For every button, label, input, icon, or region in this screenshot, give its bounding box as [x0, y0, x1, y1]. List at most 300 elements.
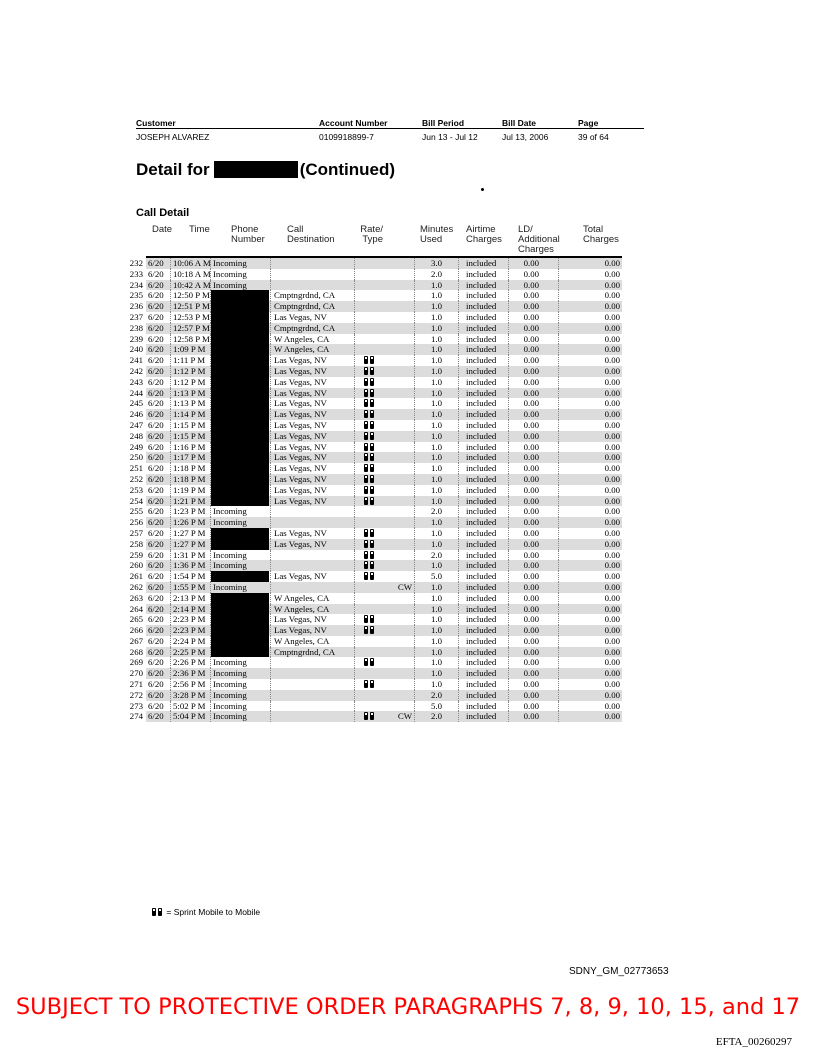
airtime-charges: included	[466, 398, 497, 409]
cell-divider	[558, 679, 559, 690]
col-minutes-used: Minutes Used	[420, 224, 454, 245]
ld-charges: 0.00	[523, 258, 539, 268]
cell-divider	[354, 657, 355, 668]
cell-divider	[270, 431, 271, 442]
minutes-used: 1.0	[431, 635, 442, 646]
mobile-to-mobile-icon	[364, 486, 374, 494]
row-cells	[146, 711, 622, 722]
table-row	[126, 614, 622, 625]
total-charges: 0.00	[604, 473, 620, 484]
cell-divider	[354, 517, 355, 528]
call-time: 1:13 P M	[173, 387, 206, 398]
row-number: 243	[129, 376, 143, 387]
cell-divider	[508, 269, 509, 280]
cell-divider	[458, 323, 459, 334]
cell-divider	[354, 582, 355, 593]
row-cells	[146, 496, 622, 507]
mobile-to-mobile-icon	[364, 551, 374, 559]
cell-divider	[558, 258, 559, 269]
minutes-used: 1.0	[431, 463, 442, 474]
cell-divider	[270, 711, 271, 722]
col-airtime-charges: Airtime Charges	[466, 224, 502, 245]
ld-charges: 0.00	[523, 657, 539, 668]
cell-divider	[508, 539, 509, 550]
cell-divider	[354, 560, 355, 571]
phone-number-redaction	[211, 496, 269, 507]
cell-divider	[558, 496, 559, 507]
total-charges: 0.00	[604, 635, 620, 646]
cell-divider	[354, 334, 355, 345]
cell-divider	[354, 496, 355, 507]
call-date: 6/20	[148, 473, 164, 484]
cell-divider	[354, 280, 355, 291]
call-date: 6/20	[148, 333, 164, 344]
minutes-used: 1.0	[431, 592, 442, 603]
cell-divider	[558, 647, 559, 658]
ld-charges: 0.00	[523, 711, 539, 722]
minutes-used: 1.0	[431, 279, 442, 290]
table-row	[126, 571, 622, 582]
cell-divider	[170, 323, 171, 334]
cell-divider	[414, 560, 415, 571]
cell-divider	[210, 701, 211, 712]
total-charges: 0.00	[604, 700, 620, 711]
cell-divider	[508, 560, 509, 571]
table-row	[126, 679, 622, 690]
row-cells	[146, 593, 622, 604]
cell-divider	[414, 582, 415, 593]
call-date: 6/20	[148, 581, 164, 592]
airtime-charges: included	[466, 689, 497, 700]
cell-divider	[558, 593, 559, 604]
phone-number: Incoming	[213, 679, 247, 690]
cell-divider	[354, 388, 355, 399]
cell-divider	[170, 290, 171, 301]
row-cells	[146, 442, 622, 453]
minutes-used: 1.0	[431, 484, 442, 495]
ld-charges: 0.00	[523, 387, 539, 398]
detail-title-prefix: Detail for	[136, 160, 210, 179]
table-row	[126, 420, 622, 431]
cell-divider	[558, 420, 559, 431]
table-row	[126, 550, 622, 561]
cell-divider	[354, 614, 355, 625]
cell-divider	[210, 711, 211, 722]
row-number: 250	[129, 452, 143, 463]
row-cells	[146, 506, 622, 517]
ld-charges: 0.00	[523, 549, 539, 560]
call-destination: Las Vegas, NV	[274, 430, 327, 441]
call-date: 6/20	[148, 376, 164, 387]
redaction-box	[214, 161, 298, 178]
cell-divider	[458, 711, 459, 722]
cell-divider	[458, 614, 459, 625]
call-time: 1:11 P M	[173, 355, 206, 366]
cell-divider	[170, 701, 171, 712]
minutes-used: 1.0	[431, 646, 442, 657]
cell-divider	[270, 366, 271, 377]
call-time: 2:13 P M	[173, 592, 206, 603]
minutes-used: 2.0	[431, 506, 442, 517]
call-date: 6/20	[148, 365, 164, 376]
cell-divider	[270, 377, 271, 388]
airtime-charges: included	[466, 527, 497, 538]
minutes-used: 1.0	[431, 355, 442, 366]
cell-divider	[170, 711, 171, 722]
call-destination: Las Vegas, NV	[274, 419, 327, 430]
cell-divider	[414, 377, 415, 388]
mobile-to-mobile-icon	[364, 658, 374, 666]
phone-number-redaction	[211, 539, 269, 550]
call-destination: W Angeles, CA	[274, 603, 330, 614]
bill-period-value: Jun 13 - Jul 12	[422, 132, 478, 142]
ld-charges: 0.00	[523, 592, 539, 603]
airtime-charges: included	[466, 344, 497, 355]
phone-number: Incoming	[213, 700, 247, 711]
call-time: 1:15 P M	[173, 419, 206, 430]
phone-number-redaction	[211, 409, 269, 420]
total-charges: 0.00	[604, 592, 620, 603]
cell-divider	[458, 355, 459, 366]
row-cells	[146, 355, 622, 366]
total-charges: 0.00	[604, 258, 620, 268]
minutes-used: 2.0	[431, 549, 442, 560]
cell-divider	[354, 269, 355, 280]
cell-divider	[458, 485, 459, 496]
cell-divider	[508, 582, 509, 593]
airtime-charges: included	[466, 549, 497, 560]
cell-divider	[170, 280, 171, 291]
call-destination: W Angeles, CA	[274, 635, 330, 646]
row-cells	[146, 550, 622, 561]
total-charges: 0.00	[604, 344, 620, 355]
call-destination: Las Vegas, NV	[274, 625, 327, 636]
cell-divider	[508, 398, 509, 409]
cell-divider	[508, 355, 509, 366]
minutes-used: 2.0	[431, 711, 442, 722]
row-cells	[146, 604, 622, 615]
ld-charges: 0.00	[523, 635, 539, 646]
cell-divider	[458, 377, 459, 388]
cell-divider	[414, 604, 415, 615]
cell-divider	[354, 679, 355, 690]
table-row	[126, 355, 622, 366]
cell-divider	[270, 290, 271, 301]
call-time: 2:36 P M	[173, 668, 206, 679]
row-number: 253	[129, 484, 143, 495]
row-cells	[146, 334, 622, 345]
minutes-used: 1.0	[431, 452, 442, 463]
phone-number-redaction	[211, 431, 269, 442]
ld-charges: 0.00	[523, 560, 539, 571]
phone-number-redaction	[211, 388, 269, 399]
row-cells	[146, 312, 622, 323]
call-time: 1:12 P M	[173, 365, 206, 376]
call-date: 6/20	[148, 711, 164, 722]
row-cells	[146, 366, 622, 377]
call-destination: Cmptngrdnd, CA	[274, 322, 336, 333]
table-row	[126, 366, 622, 377]
cell-divider	[558, 614, 559, 625]
cell-divider	[558, 528, 559, 539]
cell-divider	[354, 593, 355, 604]
cell-divider	[170, 528, 171, 539]
minutes-used: 1.0	[431, 376, 442, 387]
row-cells	[146, 344, 622, 355]
cell-divider	[170, 463, 171, 474]
row-number: 239	[129, 333, 143, 344]
row-number: 232	[129, 258, 143, 268]
call-destination: Cmptngrdnd, CA	[274, 301, 336, 312]
ld-charges: 0.00	[523, 452, 539, 463]
cell-divider	[458, 474, 459, 485]
cell-divider	[170, 485, 171, 496]
cell-divider	[458, 442, 459, 453]
table-row	[126, 312, 622, 323]
cell-divider	[354, 377, 355, 388]
call-date: 6/20	[148, 657, 164, 668]
cell-divider	[558, 377, 559, 388]
row-number: 265	[129, 614, 143, 625]
minutes-used: 1.0	[431, 441, 442, 452]
total-charges: 0.00	[604, 506, 620, 517]
phone-number: Incoming	[213, 258, 247, 268]
airtime-charges: included	[466, 484, 497, 495]
call-time: 10:42 A M	[173, 279, 211, 290]
cell-divider	[414, 506, 415, 517]
call-time: 2:23 P M	[173, 625, 206, 636]
cell-divider	[458, 409, 459, 420]
call-date: 6/20	[148, 506, 164, 517]
phone-number-redaction	[211, 323, 269, 334]
row-cells	[146, 636, 622, 647]
total-charges: 0.00	[604, 549, 620, 560]
call-destination: Las Vegas, NV	[274, 538, 327, 549]
table-row	[126, 560, 622, 571]
rate-type: CW	[397, 581, 412, 592]
cell-divider	[170, 442, 171, 453]
call-time: 1:18 P M	[173, 473, 206, 484]
phone-number-redaction	[211, 452, 269, 463]
ld-charges: 0.00	[523, 571, 539, 582]
cell-divider	[170, 636, 171, 647]
call-destination: Cmptngrdnd, CA	[274, 646, 336, 657]
row-number: 237	[129, 311, 143, 322]
call-time: 1:36 P M	[173, 560, 206, 571]
cell-divider	[414, 485, 415, 496]
airtime-charges: included	[466, 322, 497, 333]
table-row	[126, 496, 622, 507]
cell-divider	[270, 571, 271, 582]
call-time: 1:09 P M	[173, 344, 206, 355]
phone-number: Incoming	[213, 668, 247, 679]
mobile-to-mobile-icon	[364, 712, 374, 720]
legend	[152, 907, 260, 917]
ld-charges: 0.00	[523, 603, 539, 614]
phone-number: Incoming	[213, 506, 247, 517]
airtime-charges: included	[466, 646, 497, 657]
cell-divider	[414, 647, 415, 658]
call-date: 6/20	[148, 441, 164, 452]
minutes-used: 1.0	[431, 560, 442, 571]
ld-charges: 0.00	[523, 581, 539, 592]
cell-divider	[558, 355, 559, 366]
cell-divider	[508, 258, 509, 269]
total-charges: 0.00	[604, 538, 620, 549]
row-cells	[146, 377, 622, 388]
mobile-to-mobile-icon	[364, 626, 374, 634]
row-cells	[146, 463, 622, 474]
cell-divider	[354, 366, 355, 377]
ld-charges: 0.00	[523, 679, 539, 690]
cell-divider	[558, 334, 559, 345]
phone-number: Incoming	[213, 689, 247, 700]
ld-charges: 0.00	[523, 376, 539, 387]
ld-charges: 0.00	[523, 700, 539, 711]
detail-title	[136, 160, 395, 180]
cell-divider	[558, 269, 559, 280]
cell-divider	[354, 474, 355, 485]
cell-divider	[508, 431, 509, 442]
cell-divider	[508, 323, 509, 334]
call-time: 2:23 P M	[173, 614, 206, 625]
cell-divider	[414, 593, 415, 604]
call-date: 6/20	[148, 614, 164, 625]
cell-divider	[170, 431, 171, 442]
row-number: 260	[129, 560, 143, 571]
cell-divider	[414, 528, 415, 539]
ld-charges: 0.00	[523, 398, 539, 409]
minutes-used: 1.0	[431, 419, 442, 430]
call-destination: Las Vegas, NV	[274, 365, 327, 376]
airtime-charges: included	[466, 668, 497, 679]
phone-number: Incoming	[213, 711, 247, 722]
row-number: 272	[129, 689, 143, 700]
col-phone-number: Phone Number	[231, 224, 265, 245]
row-number: 252	[129, 473, 143, 484]
table-row	[126, 377, 622, 388]
cell-divider	[508, 550, 509, 561]
cell-divider	[414, 463, 415, 474]
cell-divider	[414, 625, 415, 636]
phone-number-redaction	[211, 474, 269, 485]
total-charges: 0.00	[604, 441, 620, 452]
airtime-charges: included	[466, 268, 497, 279]
cell-divider	[508, 528, 509, 539]
cell-divider	[170, 679, 171, 690]
mobile-to-mobile-icon	[364, 421, 374, 429]
stray-dot	[481, 188, 484, 191]
airtime-charges: included	[466, 301, 497, 312]
cell-divider	[170, 690, 171, 701]
cell-divider	[170, 366, 171, 377]
call-time: 12:58 P M	[173, 333, 210, 344]
minutes-used: 1.0	[431, 473, 442, 484]
row-cells	[146, 388, 622, 399]
mobile-to-mobile-icon	[364, 561, 374, 569]
airtime-charges: included	[466, 506, 497, 517]
phone-number-redaction	[211, 366, 269, 377]
call-time: 1:14 P M	[173, 409, 206, 420]
phone-number-redaction	[211, 398, 269, 409]
phone-number-redaction	[211, 593, 269, 604]
cell-divider	[210, 560, 211, 571]
ld-charges: 0.00	[523, 409, 539, 420]
table-row	[126, 431, 622, 442]
cell-divider	[270, 690, 271, 701]
minutes-used: 1.0	[431, 603, 442, 614]
ld-charges: 0.00	[523, 484, 539, 495]
call-destination: W Angeles, CA	[274, 344, 330, 355]
airtime-charges: included	[466, 387, 497, 398]
phone-number: Incoming	[213, 517, 247, 528]
cell-divider	[508, 668, 509, 679]
cell-divider	[458, 690, 459, 701]
row-cells	[146, 474, 622, 485]
cell-divider	[270, 334, 271, 345]
minutes-used: 1.0	[431, 409, 442, 420]
bill-date-value: Jul 13, 2006	[502, 132, 549, 142]
call-time: 2:14 P M	[173, 603, 206, 614]
cell-divider	[170, 388, 171, 399]
cell-divider	[558, 690, 559, 701]
mobile-to-mobile-icon	[364, 378, 374, 386]
cell-divider	[508, 604, 509, 615]
call-destination: Las Vegas, NV	[274, 355, 327, 366]
total-charges: 0.00	[604, 322, 620, 333]
phone-number-redaction	[211, 290, 269, 301]
airtime-charges: included	[466, 635, 497, 646]
cell-divider	[458, 463, 459, 474]
ld-charges: 0.00	[523, 517, 539, 528]
cell-divider	[458, 604, 459, 615]
table-row	[126, 668, 622, 679]
call-time: 2:26 P M	[173, 657, 206, 668]
ld-charges: 0.00	[523, 311, 539, 322]
cell-divider	[414, 420, 415, 431]
cell-divider	[458, 344, 459, 355]
col-ld-charges: LD/ Additional Charges	[518, 224, 560, 255]
cell-divider	[558, 280, 559, 291]
phone-number-redaction	[211, 420, 269, 431]
row-number: 249	[129, 441, 143, 452]
cell-divider	[414, 474, 415, 485]
customer-value: JOSEPH ALVAREZ	[136, 132, 210, 142]
row-cells	[146, 679, 622, 690]
phone-number-redaction	[211, 312, 269, 323]
row-cells	[146, 690, 622, 701]
cell-divider	[210, 517, 211, 528]
table-row	[126, 388, 622, 399]
cell-divider	[270, 398, 271, 409]
total-charges: 0.00	[604, 668, 620, 679]
cell-divider	[458, 496, 459, 507]
minutes-used: 5.0	[431, 571, 442, 582]
total-charges: 0.00	[604, 290, 620, 301]
legend-text: = Sprint Mobile to Mobile	[166, 907, 261, 917]
cell-divider	[458, 668, 459, 679]
cell-divider	[270, 409, 271, 420]
minutes-used: 2.0	[431, 268, 442, 279]
airtime-charges: included	[466, 657, 497, 668]
row-number: 245	[129, 398, 143, 409]
cell-divider	[458, 701, 459, 712]
call-time: 1:27 P M	[173, 527, 206, 538]
call-time: 1:21 P M	[173, 495, 206, 506]
mobile-to-mobile-icon	[364, 615, 374, 623]
row-cells	[146, 258, 622, 269]
cell-divider	[508, 452, 509, 463]
